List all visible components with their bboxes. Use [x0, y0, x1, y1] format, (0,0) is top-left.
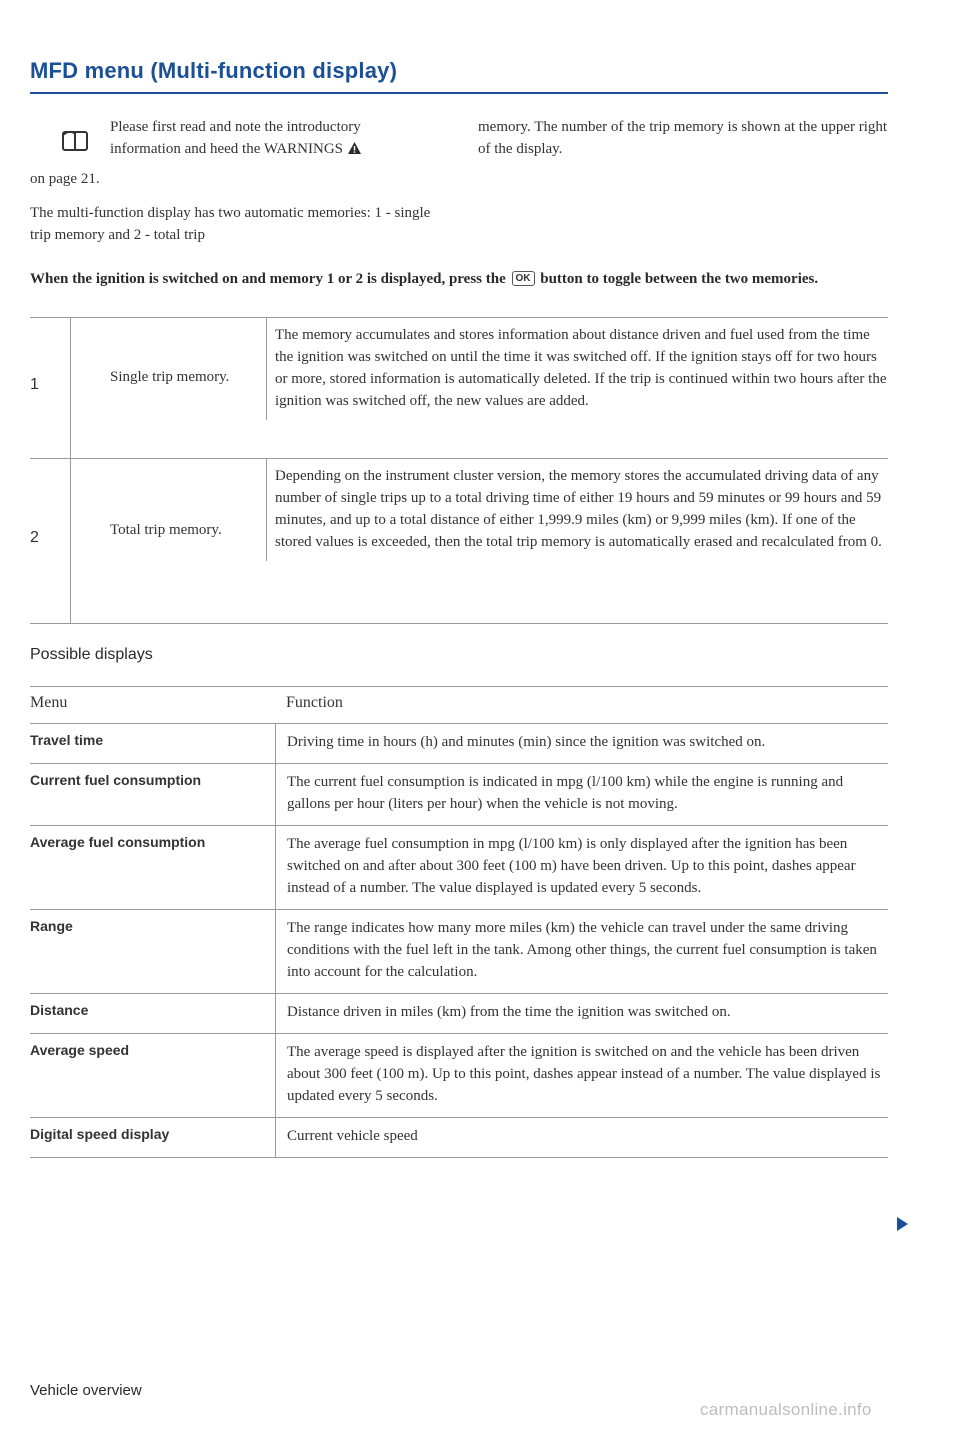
ok-button-icon: OK: [512, 271, 535, 286]
continue-arrow-icon: [897, 1217, 908, 1231]
menu-item-range: Range: [30, 918, 73, 934]
warning-icon: [347, 141, 362, 155]
menu-item-digital-speed-display: Digital speed display: [30, 1126, 170, 1142]
function-text: Driving time in hours (h) and minutes (min) since the ignition was switched on.: [275, 724, 888, 763]
column-divider: [70, 459, 71, 623]
function-text: Current vehicle speed: [275, 1118, 888, 1157]
intro-note-line2: information and heed the WARNINGS: [110, 141, 344, 157]
function-column-header: Function: [286, 694, 343, 711]
intro-memories-paragraph: The multi-function display has two automatic memories: 1 - single trip memory and 2 - total trip: [30, 205, 431, 243]
column-divider: [70, 318, 71, 458]
memory-row: [30, 317, 888, 458]
table-row: [30, 826, 888, 910]
table-row: [30, 1034, 888, 1118]
memory-number: 2: [30, 529, 39, 546]
instruction-before: When the ignition is switched on and memory 1 or 2 is displayed, press the: [30, 271, 506, 287]
table-row: [30, 1118, 888, 1158]
memory-number: 1: [30, 376, 39, 393]
function-text: The average fuel consumption in mpg (l/100 km) is only displayed after the ignition has been switched on and after about 300 feet (100 m) have been driven. Up to this point, dashes appear instead of a number. The value displayed is updated every 5 seconds.: [275, 826, 888, 909]
function-text: The average speed is displayed after the ignition is switched on and the vehicle has been driven about 300 feet (100 m). Up to this point, dashes appear instead of a number. The value displayed is updated every 5 seconds.: [275, 1034, 888, 1117]
memory-description: Depending on the instrument cluster version, the memory stores the accumulated driving data of any number of single trips up to a total driving time of either 19 hours and 59 minutes or 99 hours and 59 minutes, and up to a total distance of either 1,999.9 miles (km) or 9,999 miles (km). If one of the stored values is exceeded, then the total trip memory is automatically erased and recalculated from 0.: [266, 459, 888, 561]
function-text: The current fuel consumption is indicated in mpg (l/100 km) while the engine is running and gallons per hour (liters per hour) when the vehicle is not moving.: [275, 764, 888, 825]
intro-note-line2-wrap: [110, 138, 445, 160]
function-text: The range indicates how many more miles (km) the vehicle can travel under the same driving conditions with the fuel left in the tank. Among other things, the current fuel consumption is taken into account for the calculation.: [275, 910, 888, 993]
menu-item-average-speed: Average speed: [30, 1042, 130, 1058]
intro-note: [110, 116, 445, 160]
memory-name: Single trip memory.: [110, 369, 230, 385]
possible-displays-heading: Possible displays: [30, 646, 153, 663]
table-row: [30, 994, 888, 1034]
memory-name: Total trip memory.: [110, 522, 222, 538]
intro-note-line1: Please first read and note the introductory: [110, 119, 361, 135]
menu-item-travel-time: Travel time: [30, 732, 104, 748]
table-row: [30, 910, 888, 994]
memory-description: The memory accumulates and stores information about distance driven and fuel used from the time the ignition was switched on until the time it was switched off. If the ignition stays off for two hours or more, stored information is automatically deleted. If the trip is continued within two hours after the ignition was switched off, the new values are added.: [266, 318, 888, 420]
table-row: [30, 724, 888, 764]
watermark-text: carmanualsonline.info: [700, 1400, 872, 1419]
menu-item-current-fuel-consumption: Current fuel consumption: [30, 772, 202, 788]
instruction-after: button to toggle between the two memories.: [540, 271, 819, 287]
function-text: Distance driven in miles (km) from the time the ignition was switched on.: [275, 994, 888, 1033]
menu-column-header: Menu: [30, 694, 68, 711]
table-header: [30, 686, 888, 724]
toggle-instruction: [30, 268, 880, 290]
title-divider: [30, 92, 888, 94]
displays-table: [30, 686, 888, 1158]
intro-memory-number-paragraph: memory. The number of the trip memory is shown at the upper right of the display.: [478, 119, 888, 157]
memory-row: [30, 458, 888, 624]
page-title: MFD menu (Multi-function display): [30, 58, 398, 83]
book-icon: [60, 126, 90, 156]
menu-item-distance: Distance: [30, 1002, 89, 1018]
menu-item-average-fuel-consumption: Average fuel consumption: [30, 834, 206, 850]
footer-section-label: Vehicle overview: [30, 1382, 142, 1399]
table-row: [30, 764, 888, 826]
intro-note-page-ref: on page 21.: [30, 171, 100, 187]
memory-table: [30, 317, 888, 624]
